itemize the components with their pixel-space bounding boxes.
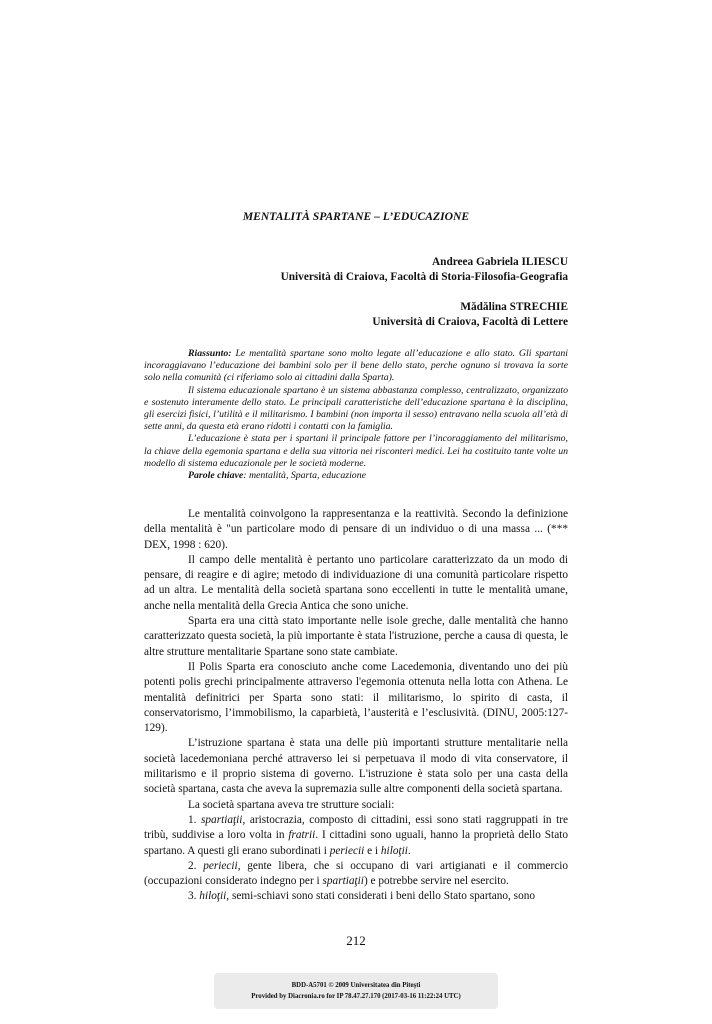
abstract-paragraph: L’educazione è stata per i spartani il principale fattore per l’incoraggiamento del militarismo, la chiave della egemonia spartana e della sua vittoria nei risconteri medici. Lei ha costituito tante volte un modello di sistema educazionale per le società moderne. bbox=[144, 433, 568, 469]
body-paragraph: Sparta era una città stato importante nelle isole greche, dalle mentalità che hanno caratterizzato questa società, la più importante è stata l'istruzione, perche a causa di questa, le altre strutture mentalitarie Spartane sono state cambiate. bbox=[144, 615, 568, 658]
body-text bbox=[144, 507, 568, 905]
keywords-label: Parole chiave bbox=[188, 470, 244, 482]
abstract-paragraph: Riassunto: Le mentalità spartane sono molto legate all’educazione e allo stato. Gli spartani incoraggiavano l’educazione dei bambini solo per il bene dello stato, perche ognuno si trovava la sorte solo nella comunità (ci riferiamo solo ai cittadini dalla Sparta). bbox=[144, 348, 568, 384]
body-paragraph: Le mentalità coinvolgono la rappresentanza e la reattività. Secondo la definizione della mentalità è "un particolare modo di pensare di un individuo o di una massa ... (*** DEX, 1998 : 620). bbox=[144, 508, 568, 551]
abstract bbox=[144, 348, 568, 482]
abstract-label: Riassunto: bbox=[188, 348, 232, 359]
body-paragraph: Il Polis Sparta era conosciuto anche come Lacedemonia, diventando uno dei più potenti polis grechi principalmente attraverso l'egemonia ottenuta nella lotta con Athena. Le mentalità definitrici per Sparta sono stati: il militarismo, lo spirito di casta, il conservatorismo, l’immobilismo, la caparbietà, l’austerità e l’esclusività. (DINU, 2005:127-129). bbox=[144, 660, 568, 735]
article-title: MENTALITÀ SPARTANE – L’EDUCAZIONE bbox=[242, 210, 470, 223]
author-affiliation: Università di Craiova, Facoltà di Lettere bbox=[372, 316, 568, 328]
list-item: 2. periecii, gente libera, che si occupano di vari artigianati e il commercio (occupazioni considerato indegno per i spartiaţii) e potrebbe servire nel esercito. bbox=[144, 859, 569, 888]
author-affiliation: Università di Craiova, Facoltà di Storia-Filosofia-Geografia bbox=[280, 271, 568, 283]
author-name: Andreea Gabriela ILIESCU bbox=[432, 256, 568, 268]
body-paragraph: L’istruzione spartana è stata una delle più importanti strutture mentalitarie nella società lacedemoniana perché attraverso lei si perpetuava il modo di vita conservatore, il militarismo e il proprio sistema di governo. L'istruzione è stata solo per una casta della società spartana, casta che aveva la supremazia sulle altre componenti della società spartana. bbox=[144, 737, 568, 796]
list-item: 3. hiloţii, semi-schiavi sono stati considerati i beni dello Stato spartano, sono bbox=[188, 890, 536, 903]
footer-provider: Provided by Diacronia.ro for IP 78.47.27.170 (2017-03-16 11:22:24 UTC) bbox=[251, 993, 461, 1000]
abstract-paragraph: Il sistema educazionale spartano è un sistema abbastanza complesso, centralizzato, organizzato e sostenuto interamente dello stato. Le principali caratteristiche dell’educazione spartana è la disciplina, gli esercizi fisici, l’utilità e il militarismo. I bambini (non importa il sesso) entravano nella scuola all’età di sette anni, da questa età erano ridotti i contatti con la famiglia. bbox=[144, 384, 568, 433]
body-paragraph: La società spartana aveva tre strutture sociali: bbox=[188, 798, 395, 811]
author-block bbox=[281, 255, 568, 330]
keywords: Parole chiave: mentalità, Sparta, educazione bbox=[188, 470, 366, 482]
provenance-footer bbox=[214, 973, 498, 1009]
author-name: Mădălina STRECHIE bbox=[460, 301, 568, 313]
list-item: 1. spartiaţii, aristocrazia, composto di cittadini, essi sono stati raggruppati in tre tribù, suddivise a loro volta in fratrii. I cittadini sono uguali, hanno la proprietà dello Stato spartano. A questi gli erano subordinati i periecii e i hiloţii. bbox=[144, 813, 568, 857]
body-paragraph: Il campo delle mentalità è pertanto uno particolare caratterizzato da un modo di pensare, di reagire e di agire; metodo di individuazione di una comunità particolare rispetto ad un altra. Le mentalità della società spartana sono eccellenti in tutte le mentalità umane, anche nella mentalità della Grecia Antica che sono uniche. bbox=[144, 553, 568, 612]
footer-copyright: BDD-A5701 © 2009 Universitatea din Piteşti bbox=[291, 982, 421, 989]
page-number: 212 bbox=[346, 933, 366, 948]
